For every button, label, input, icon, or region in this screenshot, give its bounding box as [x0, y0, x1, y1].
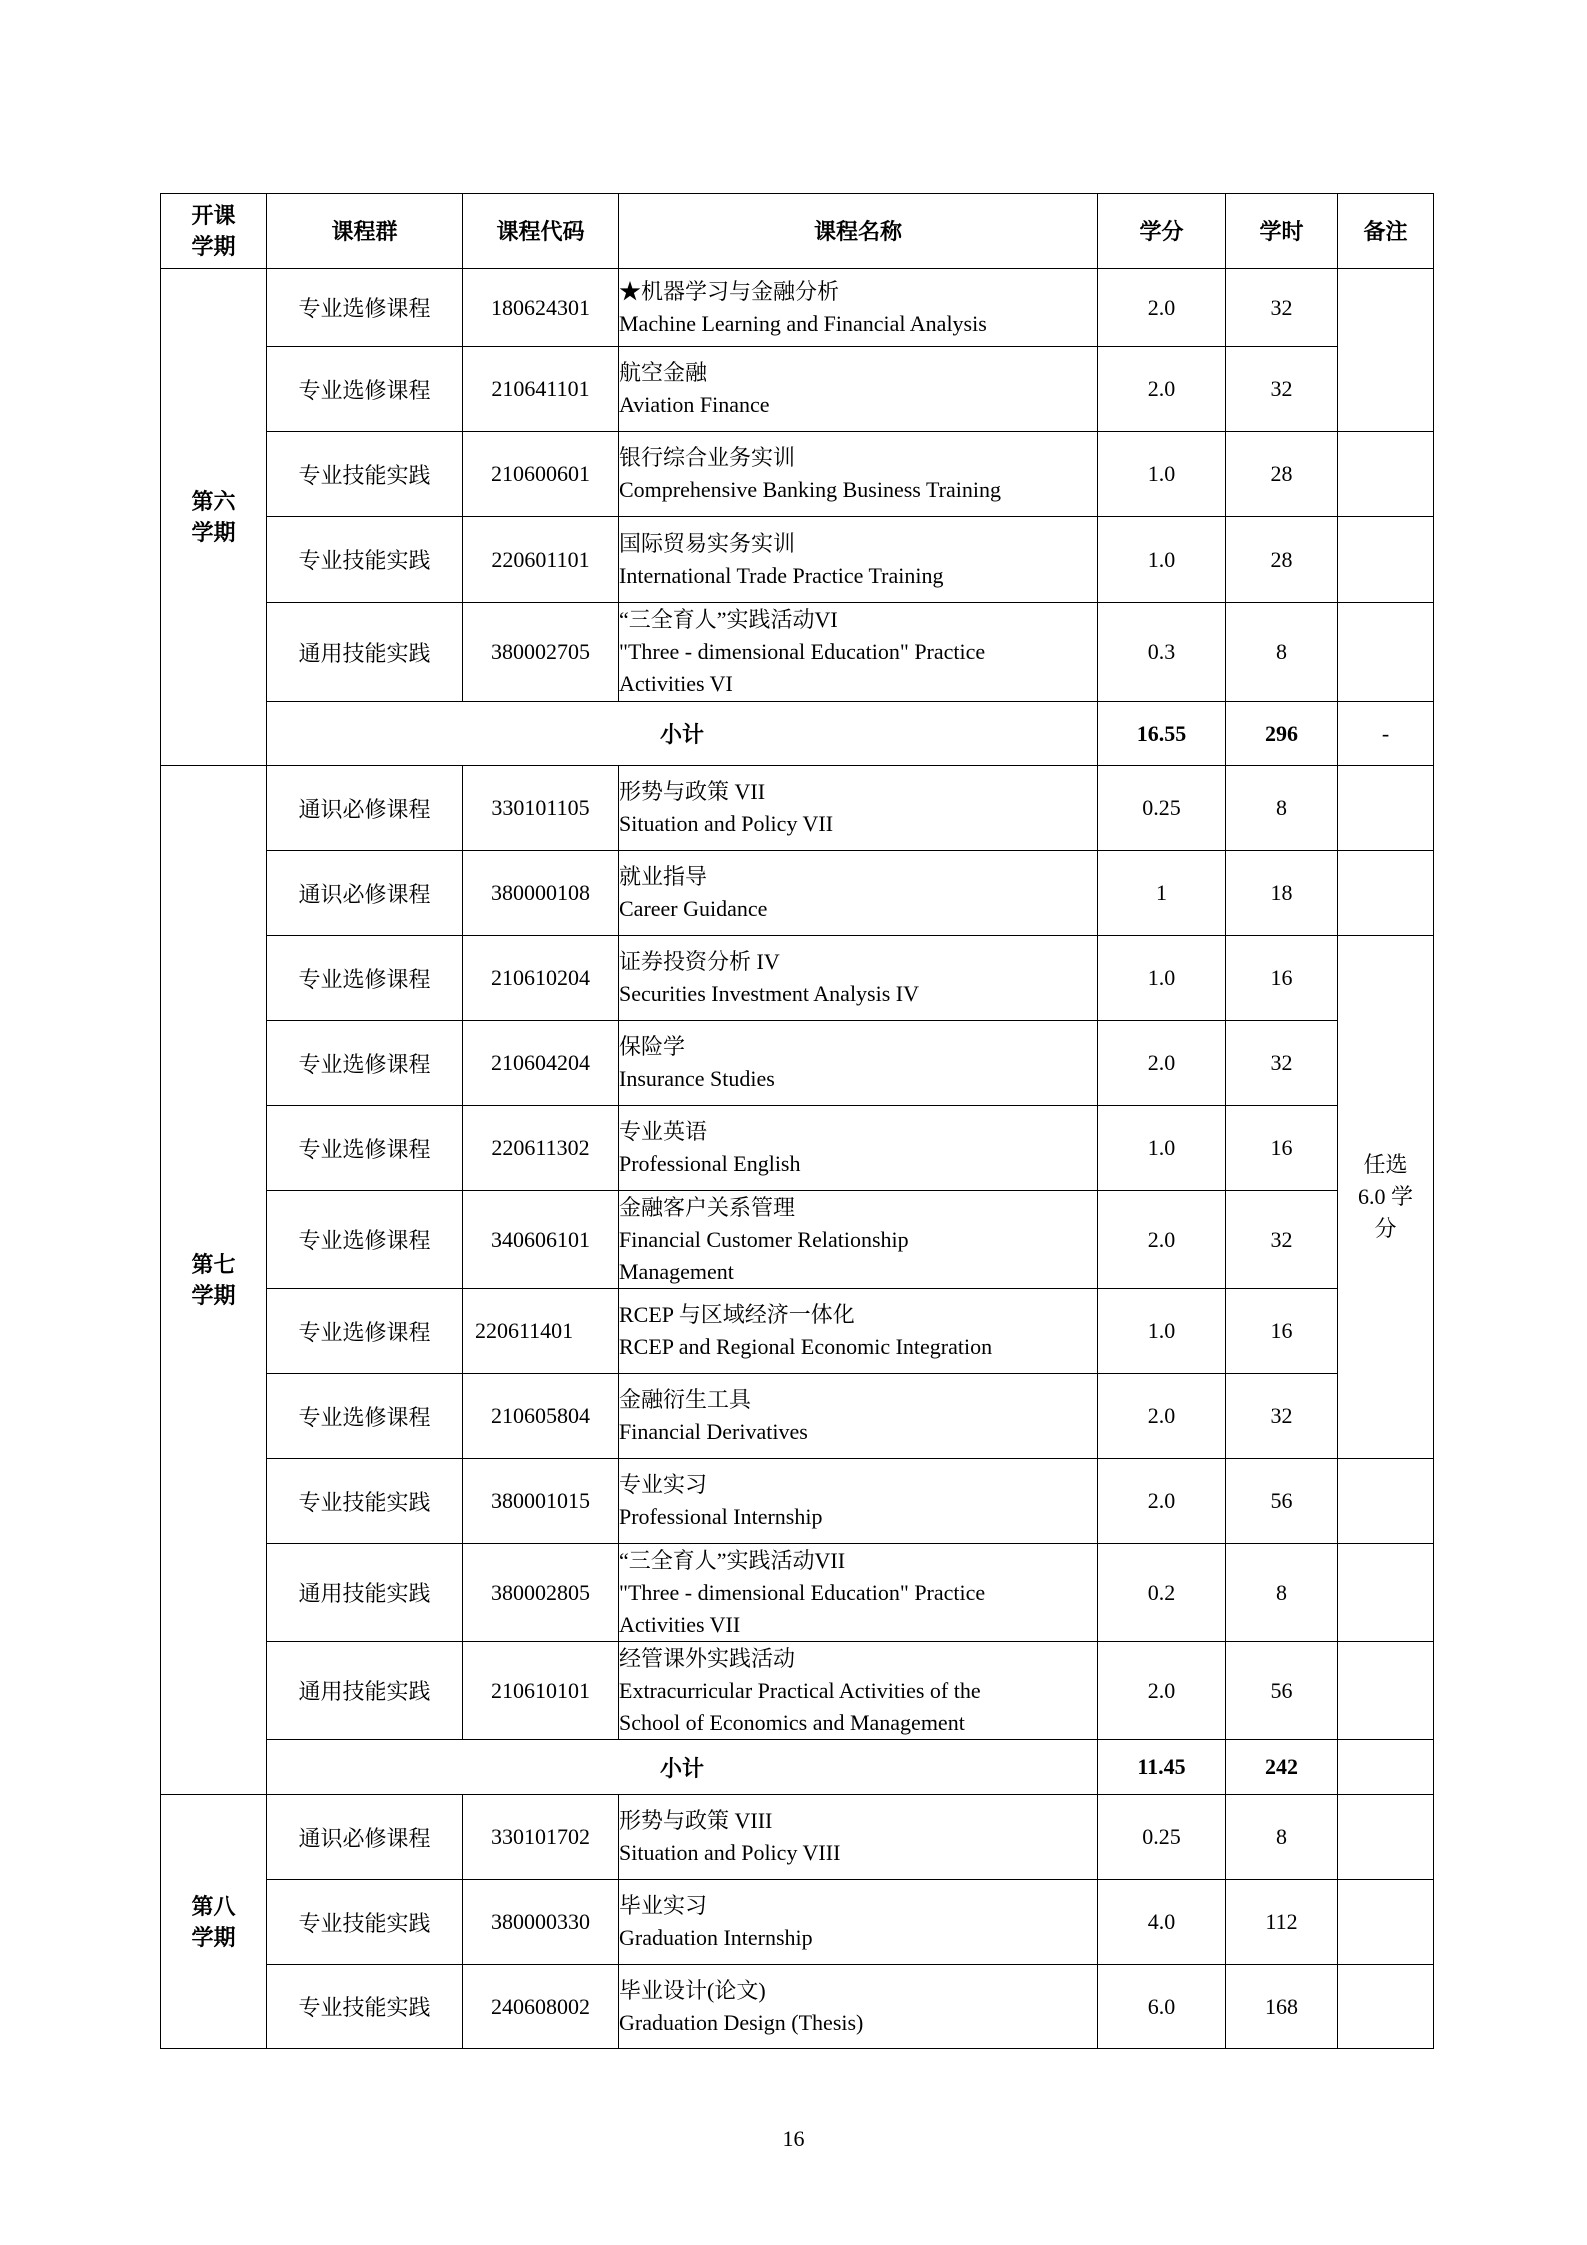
subtotal-hours: 296	[1226, 702, 1338, 766]
hours-cell: 8	[1226, 1795, 1338, 1880]
course-code-cell: 380000330	[463, 1880, 619, 1965]
course-name-cn: 航空金融	[619, 360, 708, 385]
header-row	[161, 194, 1434, 269]
course-name-en: Machine Learning and Financial Analysis	[619, 310, 987, 336]
course-code-cell: 210600601	[463, 432, 619, 517]
course-name-cell	[619, 851, 1098, 936]
note-cell	[1338, 851, 1434, 936]
credits-cell: 2.0	[1098, 1459, 1226, 1544]
term-label: 第六 学期	[161, 269, 267, 766]
course-group-cell: 专业技能实践	[267, 1965, 463, 2049]
table-row	[161, 851, 1434, 936]
course-name-en: Activities VII	[619, 1611, 741, 1637]
course-group-cell: 专业选修课程	[267, 347, 463, 432]
course-name-cell	[619, 1191, 1098, 1289]
course-table	[160, 193, 1434, 2049]
course-code-cell: 180624301	[463, 269, 619, 347]
hours-cell: 16	[1226, 1289, 1338, 1374]
course-name-en: School of Economics and Management	[619, 1709, 965, 1735]
course-group-cell: 专业选修课程	[267, 1289, 463, 1374]
subtotal-row	[161, 1740, 1434, 1795]
note-cell	[1338, 1642, 1434, 1740]
course-name-en: International Trade Practice Training	[619, 562, 944, 588]
course-name-cell	[619, 766, 1098, 851]
course-name-en: "Three - dimensional Education" Practice	[619, 1579, 986, 1605]
course-code-cell: 330101105	[463, 766, 619, 851]
credits-cell: 2.0	[1098, 269, 1226, 347]
table-row	[161, 766, 1434, 851]
course-code-cell: 210641101	[463, 347, 619, 432]
course-group-cell: 专业技能实践	[267, 432, 463, 517]
term-label: 第七 学期	[161, 766, 267, 1795]
course-code-cell: 210610204	[463, 936, 619, 1021]
course-name-cell	[619, 1459, 1098, 1544]
subtotal-hours: 242	[1226, 1740, 1338, 1795]
course-name-cn: 就业指导	[619, 864, 708, 889]
course-group-cell: 通识必修课程	[267, 1795, 463, 1880]
course-name-cell	[619, 1289, 1098, 1374]
course-name-cn: ★机器学习与金融分析	[619, 278, 840, 304]
page-number: 16	[782, 2126, 805, 2151]
course-name-cn: 证券投资分析 IV	[619, 949, 780, 974]
course-name-cell	[619, 269, 1098, 347]
course-group-cell: 专业技能实践	[267, 517, 463, 603]
course-group-cell: 专业选修课程	[267, 1374, 463, 1459]
course-name-en: Activities VI	[619, 671, 733, 696]
course-name-cell	[619, 1965, 1098, 2049]
course-name-cell	[619, 432, 1098, 517]
credits-cell: 1.0	[1098, 1106, 1226, 1191]
subtotal-note: -	[1338, 702, 1434, 766]
subtotal-credits: 16.55	[1098, 702, 1226, 766]
course-group-cell: 专业技能实践	[267, 1880, 463, 1965]
header-note: 备注	[1338, 194, 1434, 269]
hours-cell: 28	[1226, 432, 1338, 517]
credits-cell: 0.3	[1098, 603, 1226, 702]
course-code-cell: 380002805	[463, 1544, 619, 1642]
course-name-cn: “三全育人”实践活动VI	[619, 607, 838, 632]
table-row	[161, 603, 1434, 702]
course-name-cn: 经管课外实践活动	[619, 1645, 796, 1671]
course-name-cn: 国际贸易实务实训	[619, 530, 796, 556]
course-group-cell: 专业选修课程	[267, 1191, 463, 1289]
hours-cell: 32	[1226, 269, 1338, 347]
course-name-cell	[619, 347, 1098, 432]
table-row	[161, 432, 1434, 517]
course-group-cell: 专业选修课程	[267, 269, 463, 347]
header-group: 课程群	[267, 194, 463, 269]
note-cell	[1338, 1459, 1434, 1544]
elective-note: 任选 6.0 学 分	[1338, 936, 1434, 1459]
hours-cell: 32	[1226, 347, 1338, 432]
table-body	[161, 269, 1434, 2049]
course-group-cell: 专业选修课程	[267, 936, 463, 1021]
course-name-cell	[619, 1021, 1098, 1106]
course-name-en: Management	[619, 1258, 734, 1284]
hours-cell: 8	[1226, 766, 1338, 851]
subtotal-label: 小计	[267, 702, 1098, 766]
course-code-cell: 220601101	[463, 517, 619, 603]
header-name: 课程名称	[619, 194, 1098, 269]
header-hours: 学时	[1226, 194, 1338, 269]
table-row	[161, 1106, 1434, 1191]
course-name-cn: 毕业实习	[619, 1893, 708, 1918]
hours-cell: 56	[1226, 1642, 1338, 1740]
course-name-cn: 金融衍生工具	[619, 1387, 752, 1412]
course-name-cell	[619, 1544, 1098, 1642]
term-label: 第八 学期	[161, 1795, 267, 2049]
hours-cell: 16	[1226, 1106, 1338, 1191]
course-name-cell	[619, 517, 1098, 603]
course-code-cell: 380001015	[463, 1459, 619, 1544]
course-group-cell: 专业技能实践	[267, 1459, 463, 1544]
hours-cell: 16	[1226, 936, 1338, 1021]
header-term: 开课 学期	[161, 194, 267, 269]
credits-cell: 1	[1098, 851, 1226, 936]
credits-cell: 6.0	[1098, 1965, 1226, 2049]
course-name-cell	[619, 1795, 1098, 1880]
course-name-en: Situation and Policy VIII	[619, 1840, 841, 1865]
course-name-cn: 毕业设计(论文)	[619, 1977, 766, 2003]
subtotal-row	[161, 702, 1434, 766]
course-code-cell: 210610101	[463, 1642, 619, 1740]
table-row	[161, 1965, 1434, 2049]
course-group-cell: 通用技能实践	[267, 603, 463, 702]
course-group-cell: 通用技能实践	[267, 1544, 463, 1642]
course-name-en: Graduation Internship	[619, 1925, 813, 1950]
header-credits: 学分	[1098, 194, 1226, 269]
table-row	[161, 347, 1434, 432]
hours-cell: 32	[1226, 1021, 1338, 1106]
credits-cell: 0.25	[1098, 766, 1226, 851]
course-name-cell	[619, 1374, 1098, 1459]
course-name-en: RCEP and Regional Economic Integration	[619, 1334, 993, 1359]
credits-cell: 1.0	[1098, 517, 1226, 603]
table-row	[161, 1459, 1434, 1544]
course-name-en: Graduation Design (Thesis)	[619, 2009, 864, 2035]
course-name-cell	[619, 1106, 1098, 1191]
credits-cell: 2.0	[1098, 1021, 1226, 1106]
course-code-cell: 340606101	[463, 1191, 619, 1289]
course-name-en: Financial Customer Relationship	[619, 1226, 909, 1252]
course-name-cn: 专业实习	[619, 1472, 708, 1497]
table-row	[161, 1374, 1434, 1459]
table-row	[161, 517, 1434, 603]
table-row	[161, 936, 1434, 1021]
hours-cell: 8	[1226, 603, 1338, 702]
course-name-cn: 金融客户关系管理	[619, 1194, 796, 1220]
hours-cell: 32	[1226, 1374, 1338, 1459]
course-name-en: Situation and Policy VII	[619, 811, 834, 836]
course-name-en: Securities Investment Analysis IV	[619, 981, 920, 1006]
hours-cell: 168	[1226, 1965, 1338, 2049]
course-name-cell	[619, 1880, 1098, 1965]
table-row	[161, 1191, 1434, 1289]
hours-cell: 32	[1226, 1191, 1338, 1289]
note-cell	[1338, 766, 1434, 851]
course-name-cell	[619, 936, 1098, 1021]
note-cell	[1338, 1544, 1434, 1642]
subtotal-note	[1338, 1740, 1434, 1795]
course-name-cn: 形势与政策 VII	[619, 779, 766, 804]
course-name-en: Insurance Studies	[619, 1066, 775, 1091]
course-name-cn: 专业英语	[619, 1119, 708, 1144]
hours-cell: 28	[1226, 517, 1338, 603]
course-name-cn: 银行综合业务实训	[619, 445, 796, 470]
note-cell	[1338, 603, 1434, 702]
subtotal-label: 小计	[267, 1740, 1098, 1795]
course-code-cell: 210605804	[463, 1374, 619, 1459]
credits-cell: 2.0	[1098, 347, 1226, 432]
hours-cell: 18	[1226, 851, 1338, 936]
credits-cell: 2.0	[1098, 1374, 1226, 1459]
course-name-cn: 形势与政策 VIII	[619, 1808, 773, 1833]
course-code-cell: 220611302	[463, 1106, 619, 1191]
course-name-en: Comprehensive Banking Business Training	[619, 477, 1001, 502]
course-name-cn: “三全育人”实践活动VII	[619, 1547, 846, 1573]
subtotal-credits: 11.45	[1098, 1740, 1226, 1795]
table-row	[161, 269, 1434, 347]
course-name-en: Career Guidance	[619, 896, 768, 921]
course-code-cell: 210604204	[463, 1021, 619, 1106]
hours-cell: 112	[1226, 1880, 1338, 1965]
note-cell	[1338, 1880, 1434, 1965]
note-cell	[1338, 1795, 1434, 1880]
table-row	[161, 1642, 1434, 1740]
course-code-cell: 240608002	[463, 1965, 619, 2049]
course-code-cell: 220611401	[463, 1289, 619, 1374]
hours-cell: 56	[1226, 1459, 1338, 1544]
course-group-cell: 通用技能实践	[267, 1642, 463, 1740]
course-name-en: Financial Derivatives	[619, 1419, 808, 1444]
credits-cell: 1.0	[1098, 936, 1226, 1021]
course-name-en: Aviation Finance	[619, 392, 770, 417]
course-name-cell	[619, 603, 1098, 702]
course-group-cell: 通识必修课程	[267, 851, 463, 936]
credits-cell: 2.0	[1098, 1642, 1226, 1740]
credits-cell: 4.0	[1098, 1880, 1226, 1965]
course-name-cn: 保险学	[619, 1034, 686, 1059]
credits-cell: 2.0	[1098, 1191, 1226, 1289]
course-name-cell	[619, 1642, 1098, 1740]
course-name-en: "Three - dimensional Education" Practice	[619, 639, 986, 664]
course-group-cell: 专业选修课程	[267, 1021, 463, 1106]
note-cell	[1338, 517, 1434, 603]
credits-cell: 0.2	[1098, 1544, 1226, 1642]
course-name-cn: RCEP 与区域经济一体化	[619, 1302, 855, 1327]
course-name-en: Professional Internship	[619, 1504, 823, 1529]
header-code: 课程代码	[463, 194, 619, 269]
course-code-cell: 330101702	[463, 1795, 619, 1880]
credits-cell: 1.0	[1098, 1289, 1226, 1374]
table-row	[161, 1544, 1434, 1642]
course-group-cell: 通识必修课程	[267, 766, 463, 851]
course-name-en: Extracurricular Practical Activities of the	[619, 1677, 981, 1703]
hours-cell: 8	[1226, 1544, 1338, 1642]
credits-cell: 1.0	[1098, 432, 1226, 517]
note-cell	[1338, 269, 1434, 432]
table-row	[161, 1021, 1434, 1106]
note-cell	[1338, 1965, 1434, 2049]
credits-cell: 0.25	[1098, 1795, 1226, 1880]
course-group-cell: 专业选修课程	[267, 1106, 463, 1191]
course-code-cell: 380002705	[463, 603, 619, 702]
table-row	[161, 1289, 1434, 1374]
course-name-en: Professional English	[619, 1151, 801, 1176]
course-code-cell: 380000108	[463, 851, 619, 936]
table-row	[161, 1880, 1434, 1965]
table-row	[161, 1795, 1434, 1880]
note-cell	[1338, 432, 1434, 517]
